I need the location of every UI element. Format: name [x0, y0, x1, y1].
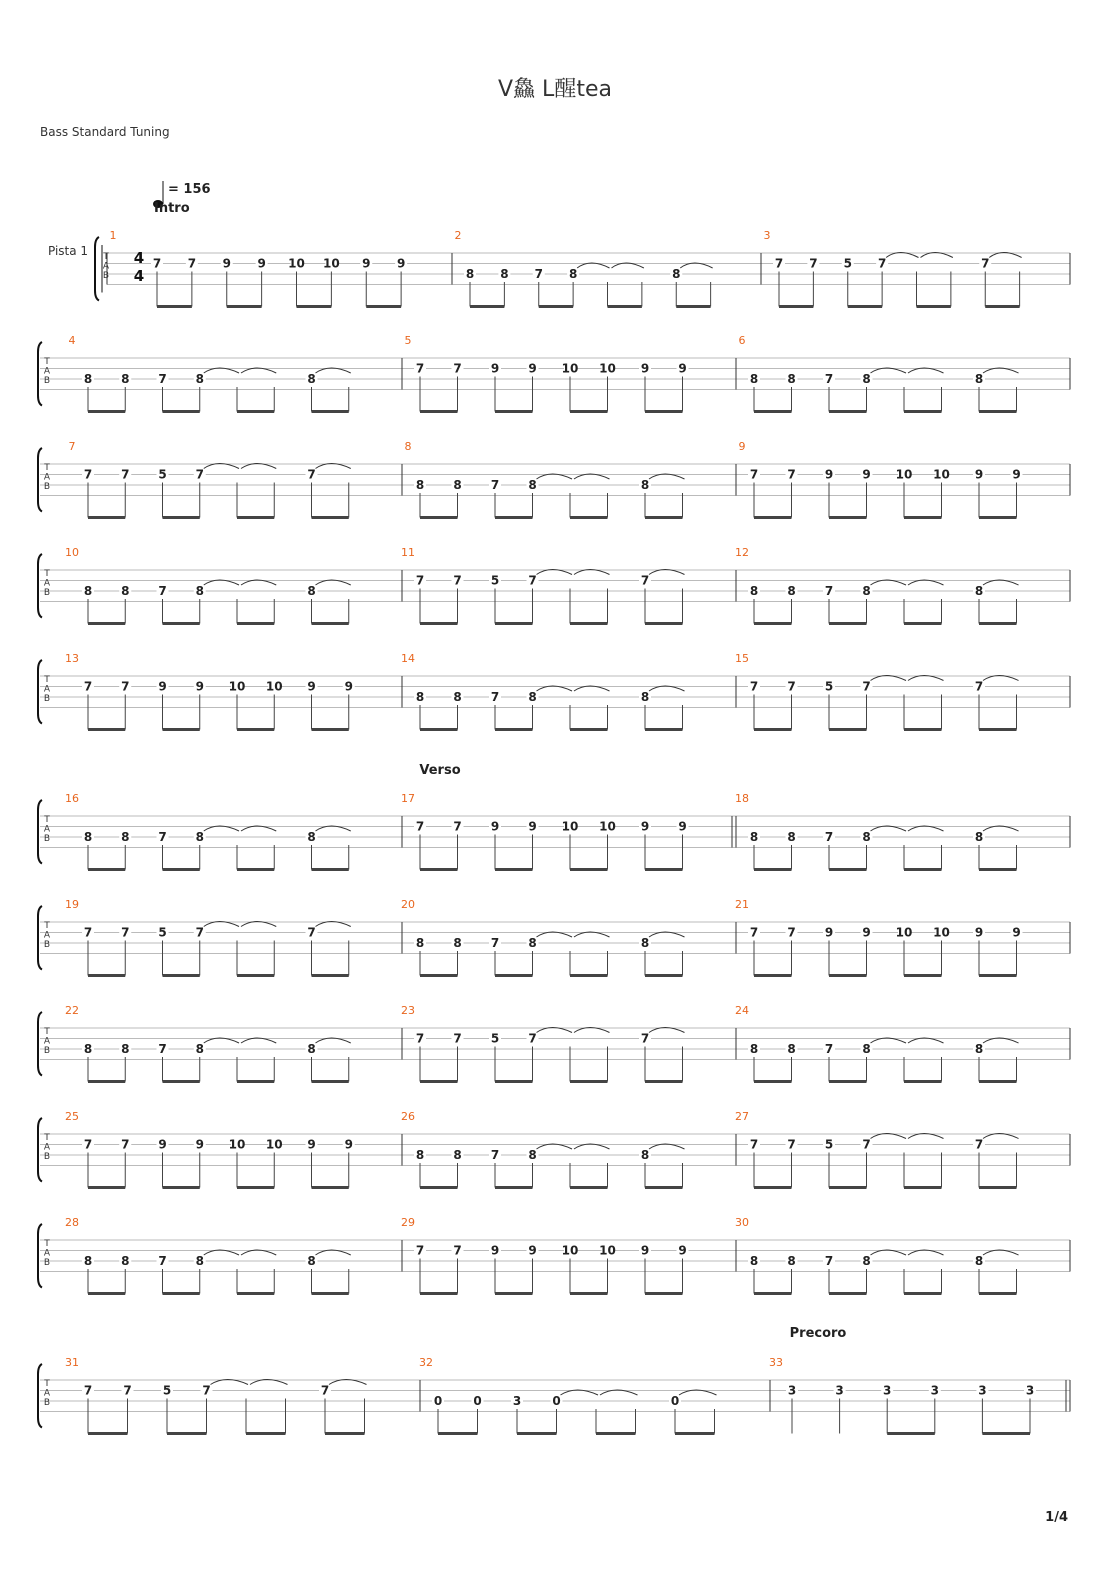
fret-number: 7 — [158, 830, 167, 844]
measure-number: 31 — [65, 1356, 79, 1369]
fret-number: 7 — [121, 467, 130, 482]
fret-number: 9 — [824, 925, 834, 940]
tab-letter: T — [103, 252, 109, 262]
tab-letter: A — [43, 1388, 51, 1399]
tab-letter: A — [43, 824, 51, 835]
fret-number: 8 — [974, 584, 984, 598]
fret-number: 7 — [158, 1042, 167, 1056]
fret-number: 9 — [678, 361, 687, 376]
fret-number: 8 — [974, 830, 984, 844]
fret-number: 10 — [561, 1243, 579, 1258]
fret-number: 8 — [195, 584, 204, 598]
fret-number: 7 — [453, 1243, 462, 1258]
measure-number: 19 — [65, 898, 79, 911]
fret-number: 5 — [158, 925, 167, 940]
tab-letter: A — [43, 1248, 51, 1259]
fret-number: 8 — [749, 1254, 759, 1268]
measure-number: 7 — [68, 440, 76, 453]
measure-number: 4 — [68, 334, 76, 347]
tab-letter: T — [44, 569, 50, 579]
fret-number: 8 — [568, 267, 578, 281]
measure-number: 1 — [109, 229, 117, 242]
fret-number: 7 — [152, 256, 162, 271]
tab-letter: T — [44, 463, 50, 473]
page-number: 1/4 — [1045, 1510, 1068, 1525]
fret-number: 7 — [158, 372, 167, 386]
measure-number: 13 — [65, 652, 79, 665]
fret-number: 8 — [974, 372, 984, 386]
fret-number: 10 — [599, 819, 616, 834]
fret-number: 7 — [877, 256, 887, 271]
fret-number: 9 — [974, 467, 984, 482]
tab-letter: A — [43, 684, 51, 695]
fret-number: 8 — [453, 1148, 462, 1162]
fret-number: 8 — [862, 1254, 871, 1268]
fret-number: 8 — [415, 690, 425, 704]
fret-number: 8 — [195, 1254, 204, 1268]
fret-number: 8 — [307, 1042, 316, 1056]
fret-number: 8 — [83, 1042, 93, 1056]
fret-number: 8 — [862, 830, 871, 844]
fret-number: 3 — [978, 1383, 987, 1398]
fret-number: 8 — [195, 830, 204, 844]
measure-number: 12 — [735, 546, 749, 559]
measure-number: 9 — [738, 440, 746, 453]
tab-letter: B — [43, 940, 51, 950]
fret-number: 7 — [974, 679, 984, 694]
fret-number: 7 — [490, 1148, 500, 1162]
fret-number: 7 — [490, 478, 500, 492]
fret-number: 8 — [195, 372, 204, 386]
system-bracket — [38, 448, 42, 512]
fret-number: 10 — [561, 361, 579, 376]
fret-number: 9 — [528, 361, 537, 376]
fret-number: 7 — [528, 573, 537, 588]
fret-number: 8 — [307, 1254, 316, 1268]
tab-letter: A — [43, 366, 51, 377]
fret-number: 7 — [490, 690, 500, 704]
tab-letter: B — [43, 482, 51, 492]
track-name: Pista 1 — [48, 244, 89, 258]
system-bracket — [38, 1012, 42, 1076]
fret-number: 8 — [640, 690, 650, 704]
fret-number: 9 — [307, 679, 316, 694]
fret-number: 7 — [83, 925, 93, 940]
tab-letter: T — [44, 1027, 50, 1037]
fret-number: 8 — [307, 584, 316, 598]
fret-number: 9 — [824, 467, 834, 482]
fret-number: 0 — [473, 1394, 482, 1408]
measure-number: 24 — [735, 1004, 749, 1017]
fret-number: 3 — [930, 1383, 939, 1398]
measure-number: 18 — [735, 792, 749, 805]
fret-number: 7 — [83, 679, 93, 694]
tab-letter: B — [102, 271, 110, 281]
fret-number: 9 — [195, 679, 204, 694]
fret-number: 9 — [222, 256, 231, 271]
fret-number: 8 — [640, 1148, 650, 1162]
tab-letter: A — [43, 578, 51, 589]
fret-number: 9 — [678, 1243, 687, 1258]
fret-number: 3 — [787, 1383, 797, 1398]
fret-number: 9 — [862, 467, 871, 482]
fret-number: 8 — [862, 372, 871, 386]
system-bracket — [38, 1224, 42, 1288]
fret-number: 10 — [228, 1137, 246, 1152]
fret-number: 9 — [974, 925, 984, 940]
fret-number: 8 — [528, 478, 537, 492]
time-signature-top: 4 — [133, 249, 145, 267]
fret-number: 8 — [528, 936, 537, 950]
fret-number: 7 — [415, 1031, 425, 1046]
fret-number: 7 — [83, 467, 93, 482]
section-label: Precoro — [789, 1326, 847, 1341]
measure-number: 22 — [65, 1004, 79, 1017]
fret-number: 7 — [121, 925, 130, 940]
fret-number: 7 — [749, 467, 759, 482]
fret-number: 0 — [433, 1394, 443, 1408]
fret-number: 7 — [453, 361, 462, 376]
fret-number: 9 — [490, 1243, 500, 1258]
song-title: V鱻 L醒tea — [498, 77, 612, 102]
fret-number: 7 — [415, 573, 425, 588]
system-bracket — [38, 554, 42, 618]
tab-letter: B — [43, 694, 51, 704]
fret-number: 9 — [490, 819, 500, 834]
fret-number: 7 — [83, 1383, 93, 1398]
fret-number: 9 — [158, 1137, 167, 1152]
measure-number: 16 — [65, 792, 79, 805]
fret-number: 7 — [534, 267, 543, 281]
fret-number: 10 — [561, 819, 579, 834]
fret-number: 7 — [824, 372, 834, 386]
fret-number: 8 — [121, 372, 130, 386]
tab-letter: T — [44, 921, 50, 931]
system-bracket — [38, 660, 42, 724]
measure-number: 29 — [401, 1216, 415, 1229]
system-bracket — [38, 800, 42, 864]
fret-number: 9 — [1012, 925, 1021, 940]
fret-number: 7 — [824, 830, 834, 844]
fret-number: 7 — [195, 467, 204, 482]
tab-letter: B — [43, 588, 51, 598]
fret-number: 8 — [121, 1042, 130, 1056]
fret-number: 8 — [862, 584, 871, 598]
fret-number: 7 — [415, 361, 425, 376]
tab-letter: A — [102, 261, 110, 272]
fret-number: 8 — [83, 584, 93, 598]
fret-number: 10 — [599, 361, 616, 376]
measure-number: 30 — [735, 1216, 749, 1229]
fret-number: 9 — [1012, 467, 1021, 482]
tab-letter: T — [44, 815, 50, 825]
tab-letter: T — [44, 357, 50, 367]
fret-number: 10 — [599, 1243, 616, 1258]
measure-number: 15 — [735, 652, 749, 665]
fret-number: 8 — [195, 1042, 204, 1056]
fret-number: 7 — [824, 1042, 834, 1056]
measure-number: 5 — [404, 334, 412, 347]
measure-number: 11 — [401, 546, 415, 559]
tab-letter: A — [43, 1142, 51, 1153]
fret-number: 5 — [843, 256, 852, 271]
fret-number: 3 — [1025, 1383, 1035, 1398]
fret-number: 9 — [396, 256, 406, 271]
fret-number: 7 — [158, 584, 167, 598]
fret-number: 7 — [787, 679, 796, 694]
fret-number: 10 — [895, 925, 913, 940]
tab-letter: T — [44, 1239, 50, 1249]
measure-number: 26 — [401, 1110, 415, 1123]
fret-number: 7 — [123, 1383, 132, 1398]
fret-number: 9 — [490, 361, 500, 376]
tab-letter: B — [43, 1152, 51, 1162]
fret-number: 8 — [749, 584, 759, 598]
measure-number: 20 — [401, 898, 415, 911]
fret-number: 5 — [824, 679, 834, 694]
tab-letter: A — [43, 1036, 51, 1047]
fret-number: 7 — [981, 256, 990, 271]
fret-number: 8 — [862, 1042, 871, 1056]
fret-number: 10 — [895, 467, 913, 482]
fret-number: 8 — [415, 478, 425, 492]
fret-number: 9 — [862, 925, 871, 940]
tab-letter: B — [43, 1258, 51, 1268]
fret-number: 7 — [862, 1137, 871, 1152]
fret-number: 7 — [187, 256, 197, 271]
tab-letter: B — [43, 1046, 51, 1056]
fret-number: 8 — [453, 690, 462, 704]
measure-number: 6 — [738, 334, 746, 347]
measure-number: 2 — [454, 229, 462, 242]
fret-number: 10 — [323, 256, 340, 271]
fret-number: 8 — [974, 1254, 984, 1268]
measure-number: 8 — [404, 440, 412, 453]
fret-number: 8 — [121, 584, 130, 598]
system-bracket — [38, 1118, 42, 1182]
fret-number: 8 — [500, 267, 509, 281]
measure-number: 32 — [419, 1356, 433, 1369]
fret-number: 7 — [415, 819, 425, 834]
fret-number: 7 — [453, 819, 462, 834]
fret-number: 5 — [490, 573, 500, 588]
fret-number: 9 — [195, 1137, 204, 1152]
fret-number: 8 — [83, 1254, 93, 1268]
system-bracket — [38, 906, 42, 970]
fret-number: 8 — [749, 1042, 759, 1056]
measure-number: 23 — [401, 1004, 415, 1017]
fret-number: 8 — [307, 830, 316, 844]
fret-number: 7 — [787, 467, 796, 482]
fret-number: 8 — [528, 690, 537, 704]
section-label: Intro — [154, 201, 190, 216]
fret-number: 8 — [83, 830, 93, 844]
fret-number: 9 — [307, 1137, 316, 1152]
fret-number: 7 — [121, 679, 130, 694]
fret-number: 10 — [228, 679, 246, 694]
fret-number: 5 — [824, 1137, 834, 1152]
fret-number: 9 — [344, 679, 353, 694]
fret-number: 8 — [453, 936, 462, 950]
tab-letter: T — [44, 1379, 50, 1389]
fret-number: 10 — [288, 256, 305, 271]
fret-number: 9 — [528, 819, 537, 834]
fret-number: 7 — [787, 925, 796, 940]
fret-number: 9 — [257, 256, 266, 271]
fret-number: 7 — [824, 584, 834, 598]
fret-number: 7 — [320, 1383, 330, 1398]
fret-number: 3 — [835, 1383, 844, 1398]
tab-letter: A — [43, 472, 51, 483]
fret-number: 8 — [787, 830, 796, 844]
system-bracket — [38, 342, 42, 406]
measure-number: 33 — [769, 1356, 783, 1369]
fret-number: 8 — [307, 372, 316, 386]
fret-number: 7 — [749, 1137, 759, 1152]
fret-number: 8 — [787, 1254, 796, 1268]
fret-number: 9 — [640, 361, 650, 376]
fret-number: 7 — [202, 1383, 211, 1398]
fret-number: 8 — [415, 936, 425, 950]
fret-number: 8 — [415, 1148, 425, 1162]
fret-number: 0 — [552, 1394, 561, 1408]
fret-number: 8 — [121, 830, 130, 844]
tempo-marking: = 156 — [168, 182, 211, 197]
measure-number: 28 — [65, 1216, 79, 1229]
measure-number: 21 — [735, 898, 749, 911]
measure-number: 3 — [763, 229, 771, 242]
fret-number: 7 — [787, 1137, 796, 1152]
fret-number: 5 — [490, 1031, 500, 1046]
fret-number: 7 — [809, 256, 818, 271]
fret-number: 10 — [933, 467, 950, 482]
tab-letter: A — [43, 930, 51, 941]
fret-number: 3 — [512, 1394, 522, 1408]
fret-number: 9 — [640, 1243, 650, 1258]
fret-number: 7 — [824, 1254, 834, 1268]
fret-number: 5 — [158, 467, 167, 482]
fret-number: 8 — [83, 372, 93, 386]
fret-number: 7 — [749, 925, 759, 940]
fret-number: 9 — [362, 256, 371, 271]
measure-number: 14 — [401, 652, 415, 665]
measure-number: 27 — [735, 1110, 749, 1123]
fret-number: 10 — [265, 1137, 283, 1152]
fret-number: 7 — [528, 1031, 537, 1046]
fret-number: 8 — [121, 1254, 130, 1268]
fret-number: 9 — [640, 819, 650, 834]
fret-number: 5 — [162, 1383, 172, 1398]
measure-number: 25 — [65, 1110, 79, 1123]
tuning-label: Bass Standard Tuning — [40, 125, 170, 139]
fret-number: 7 — [974, 1137, 984, 1152]
fret-number: 9 — [528, 1243, 537, 1258]
fret-number: 7 — [640, 1031, 650, 1046]
fret-number: 7 — [640, 573, 650, 588]
measure-number: 17 — [401, 792, 415, 805]
fret-number: 8 — [465, 267, 475, 281]
time-signature-bottom: 4 — [133, 267, 145, 285]
fret-number: 9 — [158, 679, 167, 694]
fret-number: 8 — [453, 478, 462, 492]
fret-number: 7 — [453, 573, 462, 588]
fret-number: 10 — [933, 925, 950, 940]
system-bracket — [95, 237, 99, 301]
fret-number: 8 — [749, 372, 759, 386]
fret-number: 8 — [528, 1148, 537, 1162]
fret-number: 8 — [640, 478, 650, 492]
fret-number: 10 — [265, 679, 283, 694]
fret-number: 8 — [749, 830, 759, 844]
fret-number: 8 — [787, 372, 796, 386]
fret-number: 8 — [787, 584, 796, 598]
fret-number: 7 — [121, 1137, 130, 1152]
fret-number: 7 — [862, 679, 871, 694]
fret-number: 8 — [672, 267, 681, 281]
fret-number: 7 — [158, 1254, 167, 1268]
fret-number: 8 — [640, 936, 650, 950]
fret-number: 9 — [678, 819, 687, 834]
fret-number: 7 — [774, 256, 784, 271]
tab-letter: B — [43, 1398, 51, 1408]
tab-letter: B — [43, 376, 51, 386]
measure-number: 10 — [65, 546, 79, 559]
fret-number: 7 — [749, 679, 759, 694]
fret-number: 7 — [307, 925, 316, 940]
fret-number: 9 — [344, 1137, 353, 1152]
fret-number: 0 — [670, 1394, 680, 1408]
fret-number: 3 — [883, 1383, 892, 1398]
fret-number: 8 — [974, 1042, 984, 1056]
fret-number: 7 — [490, 936, 500, 950]
fret-number: 7 — [307, 467, 316, 482]
fret-number: 7 — [195, 925, 204, 940]
fret-number: 8 — [787, 1042, 796, 1056]
tab-letter: B — [43, 834, 51, 844]
tab-letter: T — [44, 1133, 50, 1143]
fret-number: 7 — [453, 1031, 462, 1046]
system-bracket — [38, 1364, 42, 1428]
fret-number: 7 — [83, 1137, 93, 1152]
tab-letter: T — [44, 675, 50, 685]
section-label: Verso — [419, 763, 461, 778]
fret-number: 7 — [415, 1243, 425, 1258]
